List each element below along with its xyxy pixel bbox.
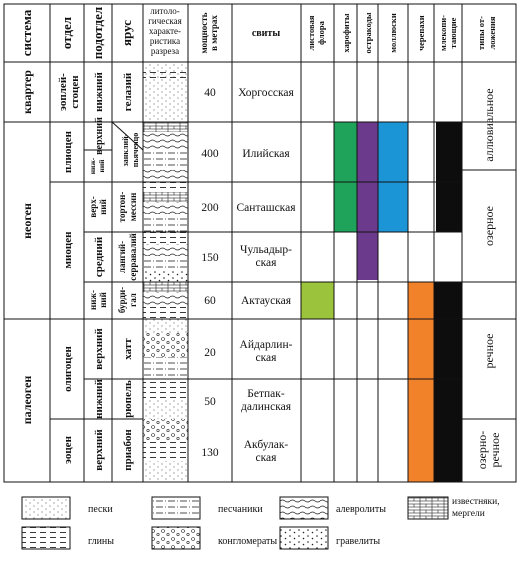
legend-label-cong: конгломераты [218, 536, 278, 547]
ostrakody-bar [357, 122, 378, 280]
thickness-cell: 50 [204, 396, 216, 408]
deposit-river: речное [482, 333, 496, 369]
svg-text:мощность: мощность [199, 12, 209, 54]
flora-bar [301, 282, 334, 319]
svg-text:тающие: тающие [448, 17, 458, 49]
legend-label-sand: пески [88, 504, 113, 515]
svita-cell: ская [255, 452, 277, 464]
svg-text:гал: гал [128, 293, 138, 307]
stage-hatt: хатт [122, 338, 134, 360]
svita-cell: Айдарлин- [239, 339, 293, 351]
header-harofity: харофиты [341, 13, 351, 53]
svita-cell: Бетпак- [247, 388, 285, 400]
stage-gelaziy: гелазий [122, 72, 134, 112]
legend-swatch-sand [22, 497, 70, 519]
legend-swatch-cong [152, 527, 200, 549]
legend-swatch-gravel [280, 527, 328, 549]
cherepahi-bar [408, 282, 434, 482]
svg-text:флора: флора [316, 21, 326, 45]
svg-text:литоло-: литоло- [150, 6, 180, 16]
svg-text:ниж-: ниж- [88, 290, 98, 310]
svita-cell: ская [255, 257, 277, 269]
svita-cell: Чульадыр- [240, 244, 292, 256]
svg-text:эоплей-: эоплей- [57, 73, 69, 111]
header-yarus: ярус [119, 20, 134, 46]
stage-ryupel: рюпель [122, 380, 134, 418]
svg-text:озерно-: озерно- [475, 430, 489, 470]
svg-text:занклий-: занклий- [121, 133, 130, 167]
subdivision-nizhniy-q: нижний [93, 72, 105, 112]
header-thickness [199, 12, 219, 53]
svita-cell: Акбулак- [243, 439, 289, 451]
legend-label-lime-2: мергели [452, 509, 485, 519]
svg-text:лангий-: лангий- [117, 240, 127, 274]
legend-swatch-silt [280, 497, 328, 519]
subdivision-nizh-m [88, 290, 108, 310]
division-pliocen: плиоцен [62, 131, 74, 173]
svg-text:бурди-: бурди- [117, 286, 127, 314]
harofity-bar [334, 122, 357, 232]
header-cherepahi: черепахи [416, 15, 426, 51]
svg-text:верх-: верх- [88, 196, 98, 218]
subdivision-verhniy-e: верхний [93, 429, 105, 471]
svita-cell: Илийская [242, 148, 290, 160]
stage-pyachenco [121, 133, 140, 167]
svg-text:стоцен: стоцен [69, 75, 81, 109]
svita-cell: Санташская [236, 202, 296, 214]
svg-text:ложения: ложения [487, 16, 497, 50]
svg-text:ний: ний [98, 199, 108, 215]
subdivision-verhniy-pl: верхний [94, 117, 105, 155]
svita-cell: Актауская [240, 295, 292, 307]
legend-swatch-sandstone [152, 497, 200, 519]
division-eopleist [57, 73, 81, 111]
thickness-cell: 200 [201, 202, 219, 214]
header-svity: свиты [251, 28, 281, 39]
svg-text:типы от-: типы от- [476, 16, 486, 50]
legend-label-clay: глины [88, 536, 115, 547]
system-kvarter: квартер [20, 70, 34, 114]
header-sistema: система [19, 9, 34, 57]
header-types [476, 16, 497, 50]
svg-text:пьяченцо: пьяченцо [131, 132, 140, 168]
system-neogen: неоген [20, 203, 34, 239]
thickness-cell: 20 [204, 347, 216, 359]
thickness-cell: 130 [201, 447, 219, 459]
header-podotdel: подотдел [90, 6, 105, 60]
deposit-alluvial: аллювиальное [482, 88, 496, 162]
header-flora [306, 15, 326, 50]
svg-text:ниж-: ниж- [88, 157, 97, 175]
legend-label-silt: алевролиты [336, 504, 386, 515]
svg-text:листовая: листовая [306, 15, 316, 51]
svg-text:мессин: мессин [128, 192, 138, 222]
legend [22, 497, 500, 549]
deposit-lake-river [475, 431, 502, 469]
svg-text:в метрах: в метрах [209, 15, 219, 51]
division-miocen: миоцен [62, 231, 74, 269]
header-mollyuski: моллюски [388, 13, 398, 53]
svita-cell: далинская [240, 401, 292, 413]
svita-cell: Хоргосская [238, 87, 294, 99]
division-eocen: эоцен [62, 436, 74, 464]
legend-label-gravel: гравелиты [336, 536, 381, 547]
svg-text:ристика: ристика [149, 36, 181, 46]
header-otdel: отдел [59, 16, 74, 50]
header-ostrakody: остракоды [363, 12, 373, 54]
stage-langiy [117, 233, 138, 280]
svg-text:гическая: гическая [148, 16, 182, 26]
legend-label-sandstone: песчаники [218, 504, 263, 515]
svg-text:серравалий: серравалий [128, 233, 138, 281]
subdivision-sredniy: средний [93, 236, 105, 278]
svg-text:характе-: характе- [148, 26, 182, 36]
svg-text:ний: ний [98, 292, 108, 308]
svg-text:млекопи-: млекопи- [438, 15, 448, 51]
subdivision-verhniy-o: верхний [93, 328, 105, 370]
system-paleogen: палеоген [20, 375, 34, 425]
svg-text:речное: речное [488, 432, 502, 468]
stage-torton [117, 192, 138, 223]
header-lith [148, 6, 182, 56]
mammals-bar-upper [436, 122, 462, 232]
thickness-cell: 400 [201, 148, 219, 160]
svg-text:ний: ний [97, 159, 106, 173]
subdivision-nizh-pl [88, 157, 106, 174]
subdivision-nizhniy-o: нижний [93, 379, 105, 419]
division-oligocen: олигоцен [62, 346, 74, 392]
mammals-bar-lower [434, 282, 462, 482]
subdivision-verh-m [88, 196, 108, 217]
deposit-lake: озерное [482, 206, 496, 246]
thickness-cell: 40 [204, 87, 216, 99]
rows [201, 87, 296, 464]
thickness-cell: 60 [204, 295, 216, 307]
svg-text:разреза: разреза [150, 46, 180, 56]
thickness-cell: 150 [201, 252, 219, 264]
stage-burdigal [117, 287, 138, 313]
svg-text:тортон-: тортон- [117, 191, 127, 223]
legend-label-lime-1: известняки, [452, 497, 500, 507]
mollyuski-bar [378, 122, 408, 232]
stage-priabon: приабон [122, 429, 134, 471]
svita-cell: ская [255, 352, 277, 364]
legend-swatch-clay [22, 527, 70, 549]
lithology-column [143, 62, 188, 482]
legend-swatch-lime [408, 497, 448, 519]
header-mammals [438, 15, 458, 51]
